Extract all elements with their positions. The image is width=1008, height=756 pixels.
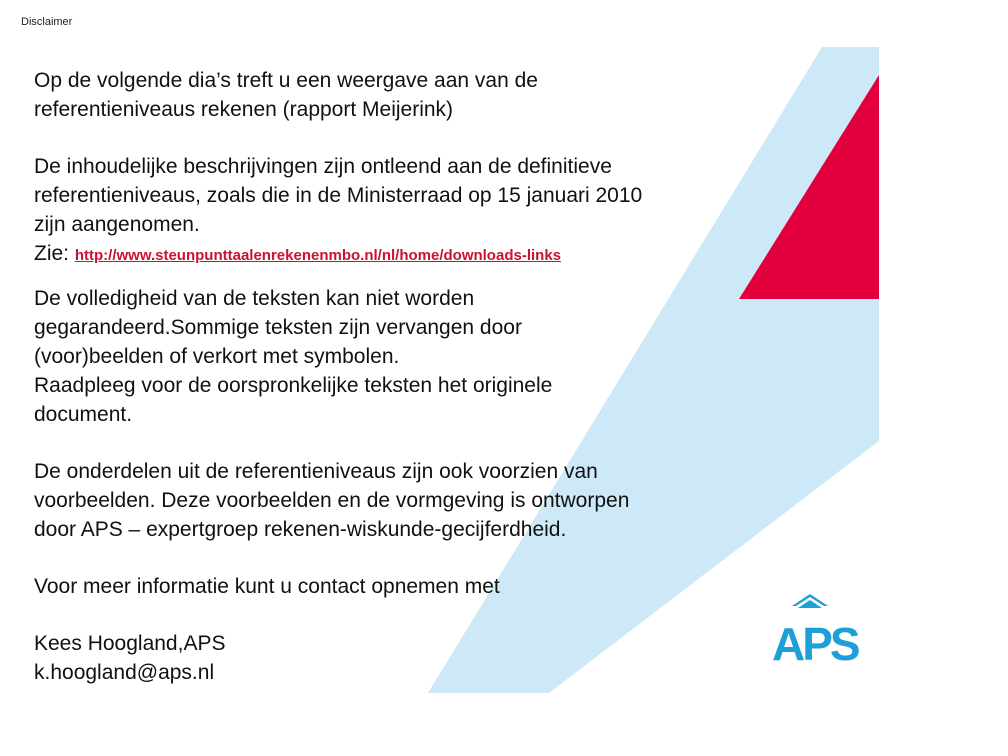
text-line: De volledigheid van de teksten kan niet worden xyxy=(34,287,475,310)
text-line: gegarandeerd.Sommige teksten zijn vervangen door xyxy=(34,316,522,339)
text-line: referentieniveaus rekenen (rapport Meijerink) xyxy=(34,98,454,121)
main-text xyxy=(34,66,814,687)
text-line: door APS – expertgroep rekenen-wiskunde-gecijferdheid. xyxy=(34,518,567,541)
zie-label: Zie: xyxy=(34,242,70,265)
contact-name: Kees Hoogland,APS xyxy=(34,632,226,655)
contact-email: k.hoogland@aps.nl xyxy=(34,661,215,684)
downloads-link[interactable]: http://www.steunpunttaalenrekenenmbo.nl/nl/home/downloads-links xyxy=(74,247,561,264)
text-line: De inhoudelijke beschrijvingen zijn ontleend aan de definitieve xyxy=(34,155,612,178)
text-line: Raadpleeg voor de oorspronkelijke teksten het originele xyxy=(34,374,553,397)
text-line: voorbeelden. Deze voorbeelden en de vormgeving is ontworpen xyxy=(34,489,630,512)
text-line: Op de volgende dia’s treft u een weergave aan van de xyxy=(34,69,538,92)
text-line: (voor)beelden of verkort met symbolen. xyxy=(34,345,400,368)
text-line: Voor meer informatie kunt u contact opnemen met xyxy=(34,575,500,598)
text-line: zijn aangenomen. xyxy=(34,213,200,236)
disclaimer-label: Disclaimer xyxy=(21,16,73,28)
aps-logo-text: APS xyxy=(772,618,858,665)
text-line: document. xyxy=(34,403,133,426)
text-line: referentieniveaus, zoals die in de Ministerraad op 15 januari 2010 xyxy=(34,184,643,207)
zie-line xyxy=(34,239,814,270)
aps-logo-icon xyxy=(770,590,860,665)
text-line: De onderdelen uit de referentieniveaus zijn ook voorzien van xyxy=(34,460,598,483)
